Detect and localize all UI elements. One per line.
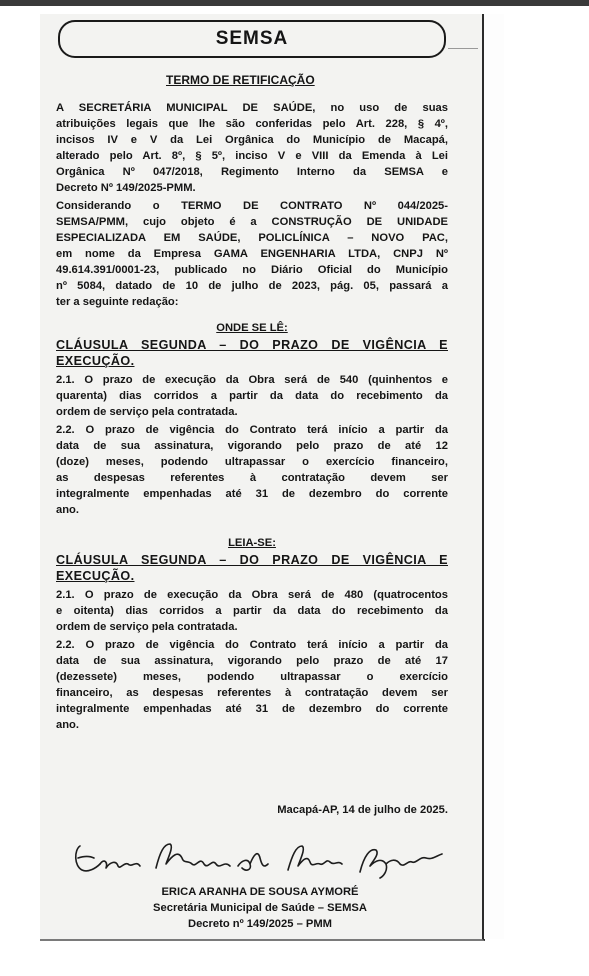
- clause-line: financeiro, as despesas referentes à contratação devem ser: [56, 687, 448, 699]
- date-line: Macapá-AP, 14 de julho de 2025.: [277, 804, 448, 816]
- clause-heading: CLÁUSULA SEGUNDA – DO PRAZO DE VIGÊNCIA E: [56, 553, 448, 567]
- paragraph-line: nº 5084, datado de 10 de julho de 2023, pág. 05, passará a: [56, 280, 448, 292]
- top-bar: [0, 0, 589, 6]
- paragraph-line: SEMSA/PMM, cujo objeto é a CONSTRUÇÃO DE UNIDADE: [56, 216, 448, 228]
- section-heading-leia: LEIA-SE:: [228, 537, 276, 549]
- clause-line: data de sua assinatura, vigorando pelo prazo de até 17: [56, 655, 448, 667]
- signer-name: ERICA ARANHA DE SOUSA AYMORÉ: [161, 886, 359, 898]
- margin-line: [448, 48, 478, 49]
- clause-line: 2.2. O prazo de vigência do Contrato terá início a partir da: [56, 639, 448, 651]
- paragraph-line: 49.614.391/0001-23, publicado no Diário Oficial do Município: [56, 264, 448, 276]
- header-title-box: [58, 20, 446, 58]
- handwritten-signature: [70, 836, 450, 880]
- paragraph-line: alterado pelo Art. 8º, § 5º, inciso V e VIII da Emenda à Lei: [56, 150, 448, 162]
- clause-line: 2.1. O prazo de execução da Obra será de 540 (quinhentos e: [56, 374, 448, 386]
- clause-line: integralmente empenhadas até 31 de dezembro do corrente: [56, 703, 448, 715]
- clause-line: ordem de serviço pela contratada.: [56, 406, 238, 418]
- clause-line: data de sua assinatura, vigorando pelo prazo de até 12: [56, 440, 448, 452]
- clause-line: (doze) meses, podendo ultrapassar o exercício financeiro,: [56, 456, 448, 468]
- clause-line: 2.1. O prazo de execução da Obra será de 480 (quatrocentos: [56, 589, 448, 601]
- clause-line: ano.: [56, 504, 79, 516]
- clause-heading: EXECUÇÃO.: [56, 354, 135, 368]
- clause-heading: EXECUÇÃO.: [56, 569, 135, 583]
- clause-line: integralmente empenhadas até 31 de dezembro do corrente: [56, 488, 448, 500]
- paragraph-line: ESPECIALIZADA EM SAÚDE, POLICLÍNICA – NOVO PAC,: [56, 232, 448, 244]
- clause-heading: CLÁUSULA SEGUNDA – DO PRAZO DE VIGÊNCIA E: [56, 338, 448, 352]
- clause-line: 2.2. O prazo de vigência do Contrato terá início a partir da: [56, 424, 448, 436]
- clause-line: ano.: [56, 719, 79, 731]
- page-edge: [484, 14, 504, 939]
- signer-decree: Decreto nº 149/2025 – PMM: [188, 918, 332, 930]
- paragraph-line: incisos IV e V da Lei Orgânica do Município de Macapá,: [56, 134, 448, 146]
- paragraph-line: atribuições legais que lhe são conferidas pelo Art. 228, § 4º,: [56, 118, 448, 130]
- paragraph-line: A SECRETÁRIA MUNICIPAL DE SAÚDE, no uso de suas: [56, 102, 448, 114]
- clause-line: as despesas referentes à contratação devem ser: [56, 472, 448, 484]
- clause-line: e oitenta) dias corridos a partir da data do recebimento da: [56, 605, 448, 617]
- header-title: SEMSA: [215, 28, 289, 49]
- clause-line: (dezessete) meses, podendo ultrapassar o exercício: [56, 671, 448, 683]
- document-title: TERMO DE RETIFICAÇÃO: [166, 73, 315, 87]
- paragraph-line: Considerando o TERMO DE CONTRATO Nº 044/2025-: [56, 200, 448, 212]
- paragraph-line: ter a seguinte redação:: [56, 296, 179, 308]
- section-heading-onde: ONDE SE LÊ:: [216, 322, 288, 334]
- paragraph-line: Orgânica Nº 047/2018, Regimento Interno da SEMSA e: [56, 166, 448, 178]
- signer-role: Secretária Municipal de Saúde – SEMSA: [153, 902, 367, 914]
- paragraph-line: em nome da Empresa GAMA ENGENHARIA LTDA, CNPJ Nº: [56, 248, 448, 260]
- clause-line: ordem de serviço pela contratada.: [56, 621, 238, 633]
- clause-line: quarenta) dias corridos a partir da data do recebimento da: [56, 390, 448, 402]
- paragraph-line: Decreto Nº 149/2025-PMM.: [56, 182, 196, 194]
